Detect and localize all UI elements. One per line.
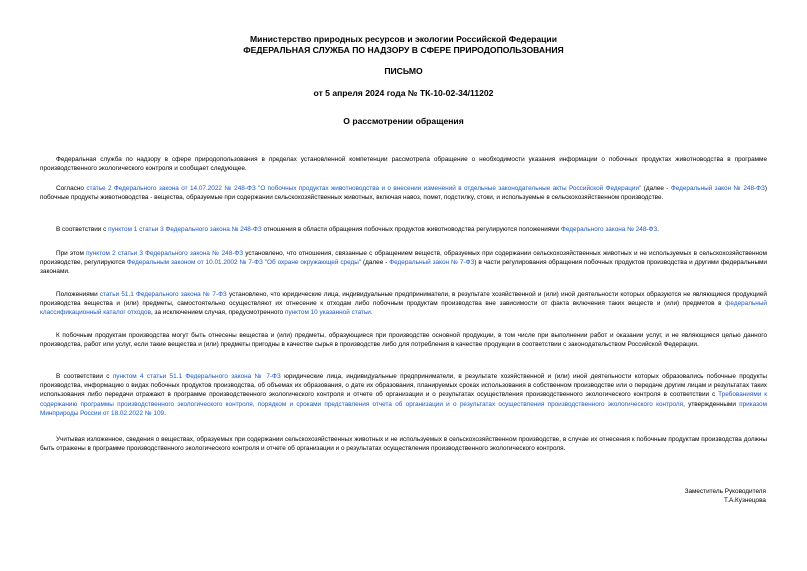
link-pek-requirements[interactable]: Требованиями к содержанию программы производственного экологического контроля, порядком и сроками представления отчета об организации и о результатах осуществления производственного экологического контроля (40, 391, 767, 408)
link-p4-article-51-1-law-7[interactable]: пунктом 4 статьи 51.1 Федерального закона № 7-ФЗ (112, 373, 281, 380)
signature-name: Т.А.Кузнецова (724, 497, 766, 504)
paragraph-7 (40, 372, 767, 418)
paragraph-text: Положениями (56, 291, 100, 298)
paragraph-text: отношения в области обращения побочных продуктов животноводства регулируются положениями (261, 226, 562, 233)
paragraph-1 (40, 155, 767, 173)
paragraph-text: , за исключением случая, предусмотренного (151, 309, 285, 317)
paragraph-text: ) побочные продукты животноводства - вещества, образуемые при содержании сельскохозяйственных животных, включая навоз, помет, подстилку, стоки, и используемые в сельскохозяйственном производстве. (40, 185, 767, 202)
link-law-248[interactable]: Федеральный закон № 248-ФЗ (670, 185, 765, 192)
paragraph-3 (40, 225, 767, 234)
link-law-7[interactable]: Федеральный закон № 7-ФЗ (389, 259, 475, 267)
paragraph-text: (далее - (361, 259, 390, 267)
link-p2-article-3-law-248[interactable]: пунктом 2 статьи 3 Федерального закона № 248-ФЗ (86, 250, 244, 257)
paragraph-8 (40, 435, 767, 453)
paragraph-5 (40, 290, 767, 318)
paragraph-text: При этом (56, 250, 87, 257)
ministry-name: Министерство природных ресурсов и экологии Российской Федерации (250, 34, 557, 44)
paragraph-text: юридические лица, индивидуальные предприниматели, в результате хозяйственной и (или) иной деятельности которых образовались побочные продукты производства, информацию о видах побочных продуктов производства, об объемах их образования, о дате их образования, планируемых сроках использования в собственном производстве или о передаче другим лицам и результатах таких использования либо передачи отражают в программе производственного экологического контроля и отчете об организации и о результатах осуществления производственного экологического контроля в соответствии с (40, 373, 767, 399)
document-subject: О рассмотрении обращения (343, 116, 464, 126)
paragraph-text: ) в части регулирования обращения побочных продуктов производства и другими федеральными законами. (40, 259, 767, 276)
paragraph-text: , утвержденными (683, 400, 740, 408)
paragraph-text: установлено, что юридические лица, индивидуальные предприниматели, в результате хозяйственной и (или) иной деятельности которых образуются не являющиеся продукцией производства вещества и (или) предметы, самостоятельно осуществляют их отнесение к отходам либо побочным продуктам производства вне зависимости от факта включения таких веществ и (или) предметов в (40, 291, 768, 308)
signature-position: Заместитель Руководителя (684, 488, 766, 495)
paragraph-6 (40, 331, 767, 349)
link-p1-article-3-law-248[interactable]: пунктом 1 статьи 3 Федерального закона № 248-ФЗ (108, 226, 262, 233)
document-date-number: от 5 апреля 2024 года № ТК-10-02-34/11202 (313, 88, 494, 98)
paragraph-text: В соответствии с (56, 373, 113, 380)
paragraph-text: Согласно (56, 185, 87, 192)
paragraph-text: установлено, что отношения, связанные с обращением веществ, образуемых при содержании сельскохозяйственных животных и не используемых в сельскохозяйственном производстве, регулируются (40, 250, 767, 267)
link-order-109[interactable]: приказом Минприроды России от 18.02.2022 № 109 (40, 400, 767, 417)
document-type: ПИСЬМО (384, 66, 423, 76)
link-p10-article[interactable]: пунктом 10 указанной статьи (285, 309, 371, 317)
link-law-248[interactable]: Федерального закона № 248-ФЗ (561, 226, 658, 233)
service-name: ФЕДЕРАЛЬНАЯ СЛУЖБА ПО НАДЗОРУ В СФЕРЕ ПРИРОДОПОЛЬЗОВАНИЯ (243, 45, 564, 55)
paragraph-text: . (164, 409, 166, 417)
link-article-2-law-248[interactable]: статье 2 Федерального закона от 14.07.2022 № 248-ФЗ "О побочных продуктах животноводства и о внесении изменений в отдельные законодательные акты Российской Федерации" (86, 185, 642, 192)
paragraph-text: К побочным продуктам производства могут быть отнесены вещества и (или) предметы, образующиеся при производстве основной продукции, в том числе при выполнении работ и оказании услуг, и не являющиеся целью данного производства, работ или услуг, если такие вещества и (или) предметы пригодны в качестве сырья в производстве либо для потребления в качестве продукции в соответствии с законодательством Российской Федерации. (40, 332, 767, 349)
link-law-7-environment[interactable]: Федеральным законом от 10.01.2002 № 7-ФЗ "Об охране окружающей среды" (126, 259, 362, 267)
paragraph-text: В соответствии с (56, 226, 109, 233)
paragraph-text: . (370, 309, 373, 317)
link-article-51-1-law-7[interactable]: статьи 51.1 Федерального закона № 7-ФЗ (99, 291, 227, 298)
paragraph-text: Федеральная служба по надзору в сфере природопользования в пределах установленной компетенции рассмотрела обращение о необходимости указания информации о побочных продуктах животноводства в программе производственного экологического контроля и сообщает следующее. (40, 156, 767, 173)
paragraph-4 (40, 249, 767, 277)
paragraph-text: (далее - (641, 185, 671, 192)
link-waste-catalog[interactable]: федеральный классификационный каталог отходов (40, 300, 767, 317)
paragraph-text: Учитывая изложенное, сведения о веществах, образуемых при содержании сельскохозяйственных животных и не используемых в сельскохозяйственном производстве, в случае их отнесения к побочным продуктам производства должны быть отражены в программе производственного экологического контроля и отчете об организации и о результатах осуществления производственного экологического контроля. (40, 436, 767, 453)
paragraph-2 (40, 184, 767, 202)
paragraph-text: . (657, 226, 660, 233)
